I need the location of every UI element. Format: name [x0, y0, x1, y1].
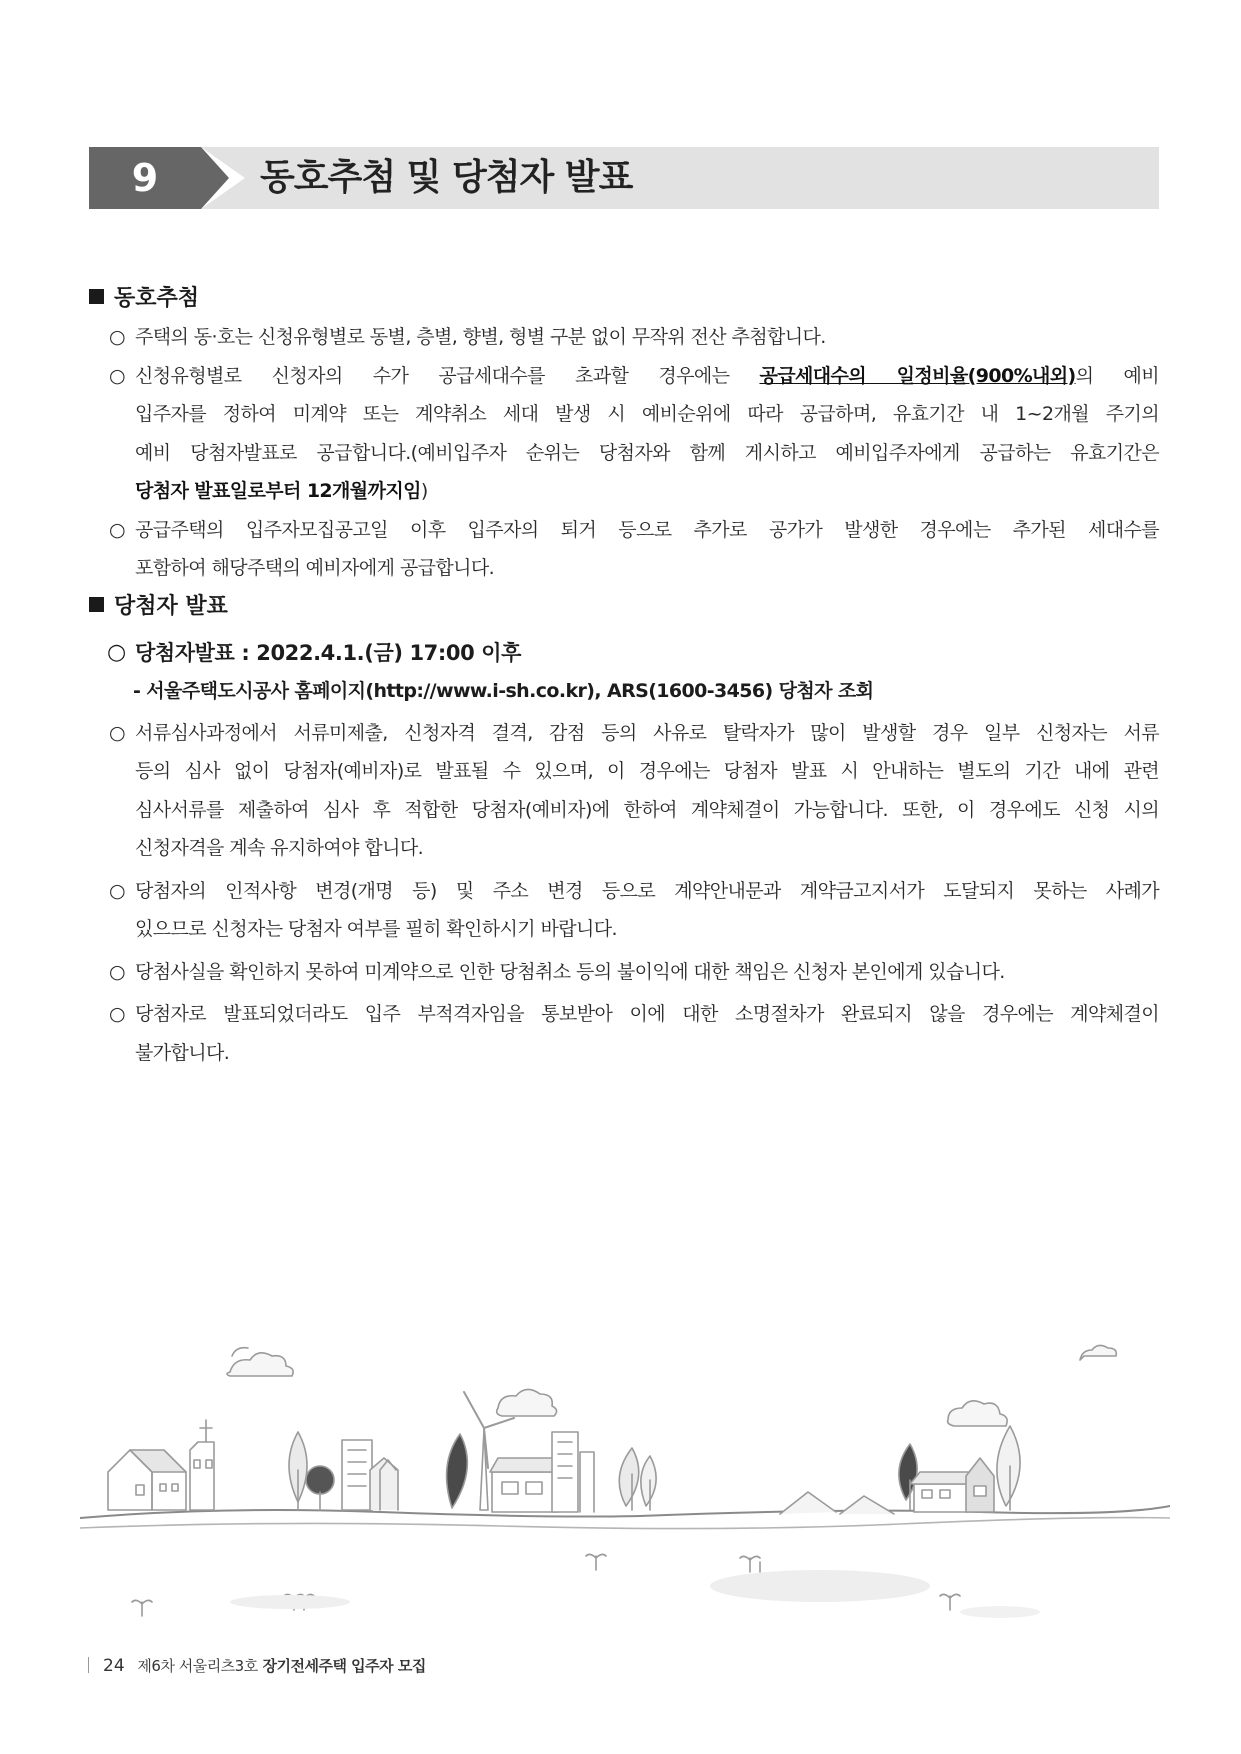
- grass-patch: [230, 1595, 350, 1609]
- item-text: ): [420, 480, 428, 502]
- circle-bullet-icon: ○: [107, 639, 126, 665]
- sprout-icon: [940, 1594, 960, 1610]
- item-line: 서류심사과정에서 서류미제출, 신청자격 결격, 감점 등의 사유로 탈락자가 많이 발생할 경우 일부 신청자는 서류: [135, 721, 1159, 744]
- grass-patch: [960, 1606, 1040, 1618]
- item-line: 공급주택의 입주자모집공고일 이후 입주자의 퇴거 등으로 추가로 공가가 발생한 경우에는 추가된 세대수를: [135, 518, 1159, 541]
- circle-bullet-icon: ○: [109, 364, 125, 387]
- item-line: 포함하여 해당주택의 예비자에게 공급합니다.: [135, 557, 495, 579]
- item-line: 등의 심사 없이 당첨자(예비자)로 발표될 수 있으며, 이 경우에는 당첨자 발표 시 안내하는 별도의 기간 내에 관련: [135, 760, 1159, 782]
- cloud-icon: [948, 1401, 1008, 1426]
- house-icon: [966, 1458, 994, 1512]
- circle-bullet-icon: ○: [109, 879, 125, 902]
- emphasis-validity: 당첨자 발표일로부터 12개월까지임: [135, 480, 421, 502]
- item-line: 심사서류를 제출하여 심사 후 적합한 당첨자(예비자)에 한하여 계약체결이 가능합니다. 또한, 이 경우에도 신청 시의: [135, 798, 1159, 821]
- town-illustration: [80, 1320, 1170, 1630]
- item-line: [135, 357, 1159, 396]
- square-bullet-icon: [89, 597, 104, 612]
- document-title: 장기전세주택 입주자 모집: [262, 1657, 426, 1675]
- subsection-title-text: 당첨자 발표: [114, 593, 228, 619]
- circle-bullet-icon: ○: [109, 1003, 125, 1025]
- grass-patch: [710, 1570, 930, 1602]
- sprout-icon: [740, 1556, 760, 1572]
- church-icon: [190, 1442, 214, 1510]
- page-footer: [88, 1655, 426, 1679]
- header-arrow: [201, 147, 229, 209]
- item-line: 있으므로 신청자는 당첨자 여부를 필히 확인하시기 바랍니다.: [135, 918, 617, 940]
- ground-line: [80, 1518, 1170, 1529]
- tree-icon: [641, 1456, 656, 1506]
- circle-bullet-icon: ○: [109, 326, 125, 348]
- tree-icon: [619, 1448, 638, 1506]
- list-item: [89, 318, 1159, 357]
- announcement-date: [89, 634, 1159, 672]
- circle-bullet-icon: ○: [109, 960, 125, 983]
- sprout-icon: [132, 1600, 152, 1616]
- item-line: [135, 472, 1159, 511]
- tree-icon: [447, 1434, 468, 1508]
- page-number: 24: [103, 1656, 125, 1676]
- section-title: 동호추첨 및 당첨자 발표: [260, 157, 633, 198]
- item-line: 불가합니다.: [135, 1041, 230, 1064]
- cloud-icon: [497, 1389, 557, 1416]
- tree-icon: [306, 1466, 334, 1494]
- cloud-icon: [227, 1353, 293, 1376]
- list-item: [89, 953, 1159, 992]
- mountain-icon: [780, 1492, 836, 1514]
- item-text: 의 예비: [1075, 364, 1160, 387]
- list-item: [89, 995, 1159, 1072]
- page-content: [89, 280, 1159, 1072]
- item-line: 입주자를 정하여 미계약 또는 계약취소 세대 발생 시 예비순위에 따라 공급하며, 유효기간 내 1~2개월 주기의: [135, 403, 1159, 425]
- list-item: [89, 872, 1159, 949]
- item-line: 예비 당첨자발표로 공급합니다.(예비입주자 순위는 당첨자와 함께 게시하고 예비입주자에게 공급하는 유효기간은: [135, 441, 1159, 464]
- announcement-text: 당첨자발표 : 2022.4.1.(금) 17:00 이후: [135, 640, 521, 665]
- circle-bullet-icon: ○: [109, 721, 125, 744]
- cloud-icon: [1080, 1345, 1116, 1360]
- circle-bullet-icon: ○: [109, 518, 125, 541]
- tree-icon: [997, 1426, 1020, 1506]
- subsection-title-lottery: [89, 280, 1159, 318]
- item-text: 신청유형별로 신청자의 수가 공급세대수를 초과할 경우에는: [135, 364, 760, 387]
- ground-line: [80, 1506, 1170, 1518]
- item-line: 신청자격을 계속 유지하여야 합니다.: [135, 837, 424, 859]
- announcement-channels: - 서울주택도시공사 홈페이지(http://www.i-sh.co.kr), ARS(1600-3456) 당첨자 조회: [133, 679, 874, 702]
- subsection-title-text: 동호추첨: [114, 286, 200, 311]
- publication-name: 제6차 서울리츠3호: [137, 1657, 258, 1675]
- list-item: [89, 511, 1159, 588]
- list-item: [89, 714, 1159, 868]
- section-number: 9: [89, 147, 201, 209]
- square-bullet-icon: [89, 289, 104, 304]
- cloud-icon: [232, 1348, 248, 1356]
- item-line: 당첨사실을 확인하지 못하여 미계약으로 인한 당첨취소 등의 불이익에 대한 책임은 신청자 본인에게 있습니다.: [135, 960, 1005, 983]
- item-line: 주택의 동·호는 신청유형별로 동별, 층별, 향별, 형별 구분 없이 무작위 전산 추첨합니다.: [135, 326, 826, 348]
- building-icon: [552, 1432, 578, 1512]
- footer-divider: [88, 1657, 89, 1673]
- windmill-icon: [480, 1430, 488, 1510]
- subsection-title-announcement: [89, 588, 1159, 626]
- item-line: 당첨자로 발표되었더라도 입주 부적격자임을 통보받아 이에 대한 소명절차가 완료되지 않을 경우에는 계약체결이: [135, 1003, 1159, 1025]
- item-line: 당첨자의 인적사항 변경(개명 등) 및 주소 변경 등으로 계약안내문과 계약금고지서가 도달되지 못하는 사례가: [135, 879, 1159, 902]
- list-item: [89, 357, 1159, 511]
- section-header: [89, 147, 1159, 209]
- sprout-icon: [586, 1554, 606, 1570]
- emphasis-ratio: 공급세대수의 일정비율(900%내외): [759, 364, 1076, 387]
